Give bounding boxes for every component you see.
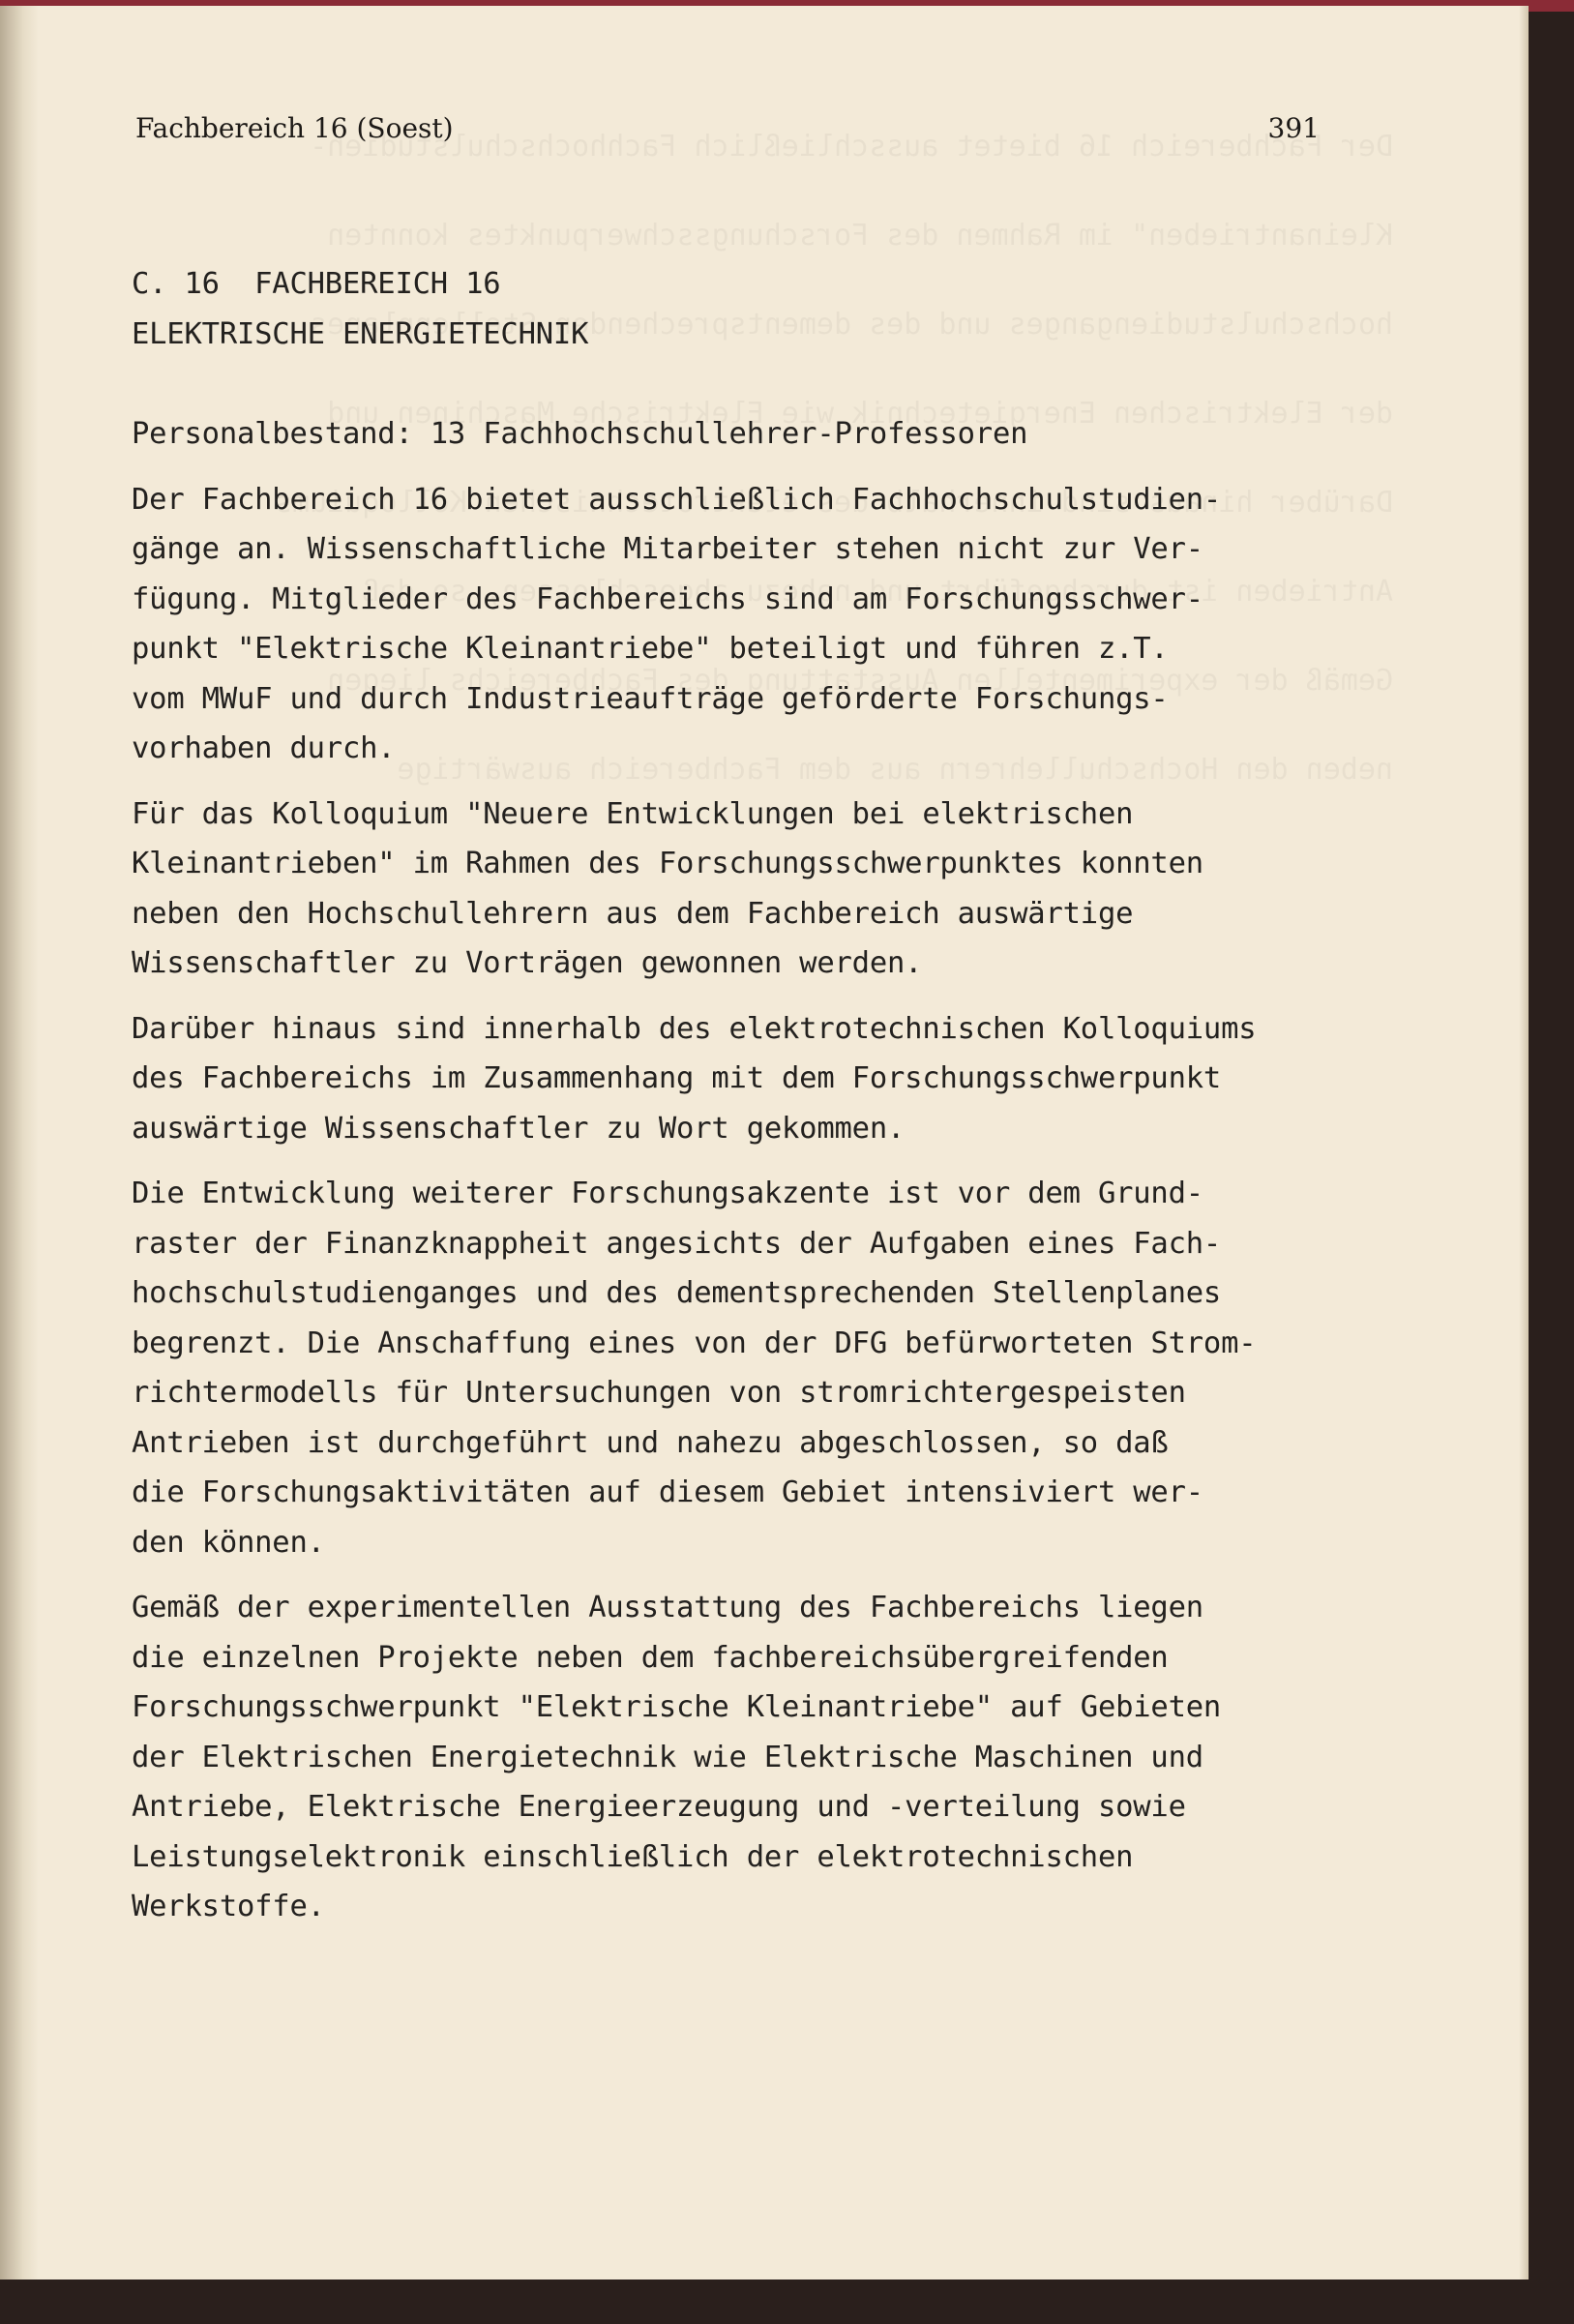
text-line: Werkstoffe. xyxy=(132,1890,325,1923)
text-line: begrenzt. Die Anschaffung eines von der DFG befürworteten Strom- xyxy=(132,1326,1257,1360)
paragraph xyxy=(132,1169,1399,1567)
text-line: die einzelnen Projekte neben dem fachbereichsübergreifenden xyxy=(132,1640,1169,1675)
page-body xyxy=(132,259,1399,1948)
text-line: hochschulstudienganges und des dementsprechenden Stellenplanes xyxy=(132,1276,1222,1310)
text-line: Wissenschaftler zu Vorträgen gewonnen werden. xyxy=(132,946,923,980)
text-line: Kleinantrieben" im Rahmen des Forschungsschwerpunktes konnten xyxy=(132,847,1203,880)
text-line: auswärtige Wissenschaftler zu Wort gekommen. xyxy=(132,1111,906,1146)
paragraph xyxy=(132,1583,1399,1932)
page-fore-edge xyxy=(1519,6,1529,2279)
text-line: vorhaben durch. xyxy=(132,731,396,765)
text-line: Die Entwicklung weiterer Forschungsakzente ist vor dem Grund- xyxy=(132,1177,1203,1210)
text-line: raster der Finanzknappheit angesichts der Aufgaben eines Fach- xyxy=(132,1226,1222,1261)
section-heading: C. 16 FACHBEREICH 16 xyxy=(132,267,501,301)
text-line: Darüber hinaus sind innerhalb des elektrotechnischen Kolloquiums xyxy=(132,1011,1257,1046)
text-line: des Fachbereichs im Zusammenhang mit dem Forschungsschwerpunkt xyxy=(132,1061,1222,1095)
text-line: Antrieben ist durchgeführt und nahezu abgeschlossen, so daß xyxy=(132,1425,1169,1460)
text-line: richtermodells für Untersuchungen von stromrichtergespeisten xyxy=(132,1376,1186,1410)
text-line: Der Fachbereich 16 bietet ausschließlich Fachhochschulstudien- xyxy=(132,482,1222,517)
running-head-section: Fachbereich 16 (Soest) xyxy=(135,112,454,144)
paragraph xyxy=(132,475,1399,774)
text-line: vom MWuF und durch Industrieaufträge geförderte Forschungs- xyxy=(132,681,1169,716)
text-line: den können. xyxy=(132,1525,325,1560)
section-subheading: ELEKTRISCHE ENERGIETECHNIK xyxy=(132,316,589,351)
text-line: fügung. Mitglieder des Fachbereichs sind am Forschungsschwer- xyxy=(132,581,1203,616)
text-line: Forschungsschwerpunkt "Elektrische Kleinantriebe" auf Gebieten xyxy=(132,1690,1222,1724)
text-line: Leistungselektronik einschließlich der elektrotechnischen xyxy=(132,1839,1134,1874)
running-head xyxy=(135,112,1320,155)
text-line: gänge an. Wissenschaftliche Mitarbeiter stehen nicht zur Ver- xyxy=(132,532,1203,566)
text-line: neben den Hochschullehrern aus dem Fachbereich auswärtige xyxy=(132,896,1134,931)
text-line: punkt "Elektrische Kleinantriebe" beteiligt und führen z.T. xyxy=(132,632,1169,666)
text-line: Antriebe, Elektrische Energieerzeugung und -verteilung sowie xyxy=(132,1790,1186,1824)
text-line: Für das Kolloquium "Neuere Entwicklungen bei elektrischen xyxy=(132,796,1134,831)
text-line: Gemäß der experimentellen Ausstattung des Fachbereichs liegen xyxy=(132,1591,1203,1624)
book-page xyxy=(0,6,1529,2279)
text-line: die Forschungsaktivitäten auf diesem Gebiet intensiviert wer- xyxy=(132,1475,1203,1509)
page-gutter-shadow xyxy=(0,6,39,2279)
paragraph xyxy=(132,1004,1399,1154)
show-through-text xyxy=(135,211,1393,261)
text-line: der Elektrischen Energietechnik wie Elektrische Maschinen und xyxy=(132,1740,1203,1774)
paragraph xyxy=(132,790,1399,989)
page-number: 391 xyxy=(1267,112,1320,144)
staff-count: Personalbestand: 13 Fachhochschullehrer-Professoren xyxy=(132,417,1028,451)
